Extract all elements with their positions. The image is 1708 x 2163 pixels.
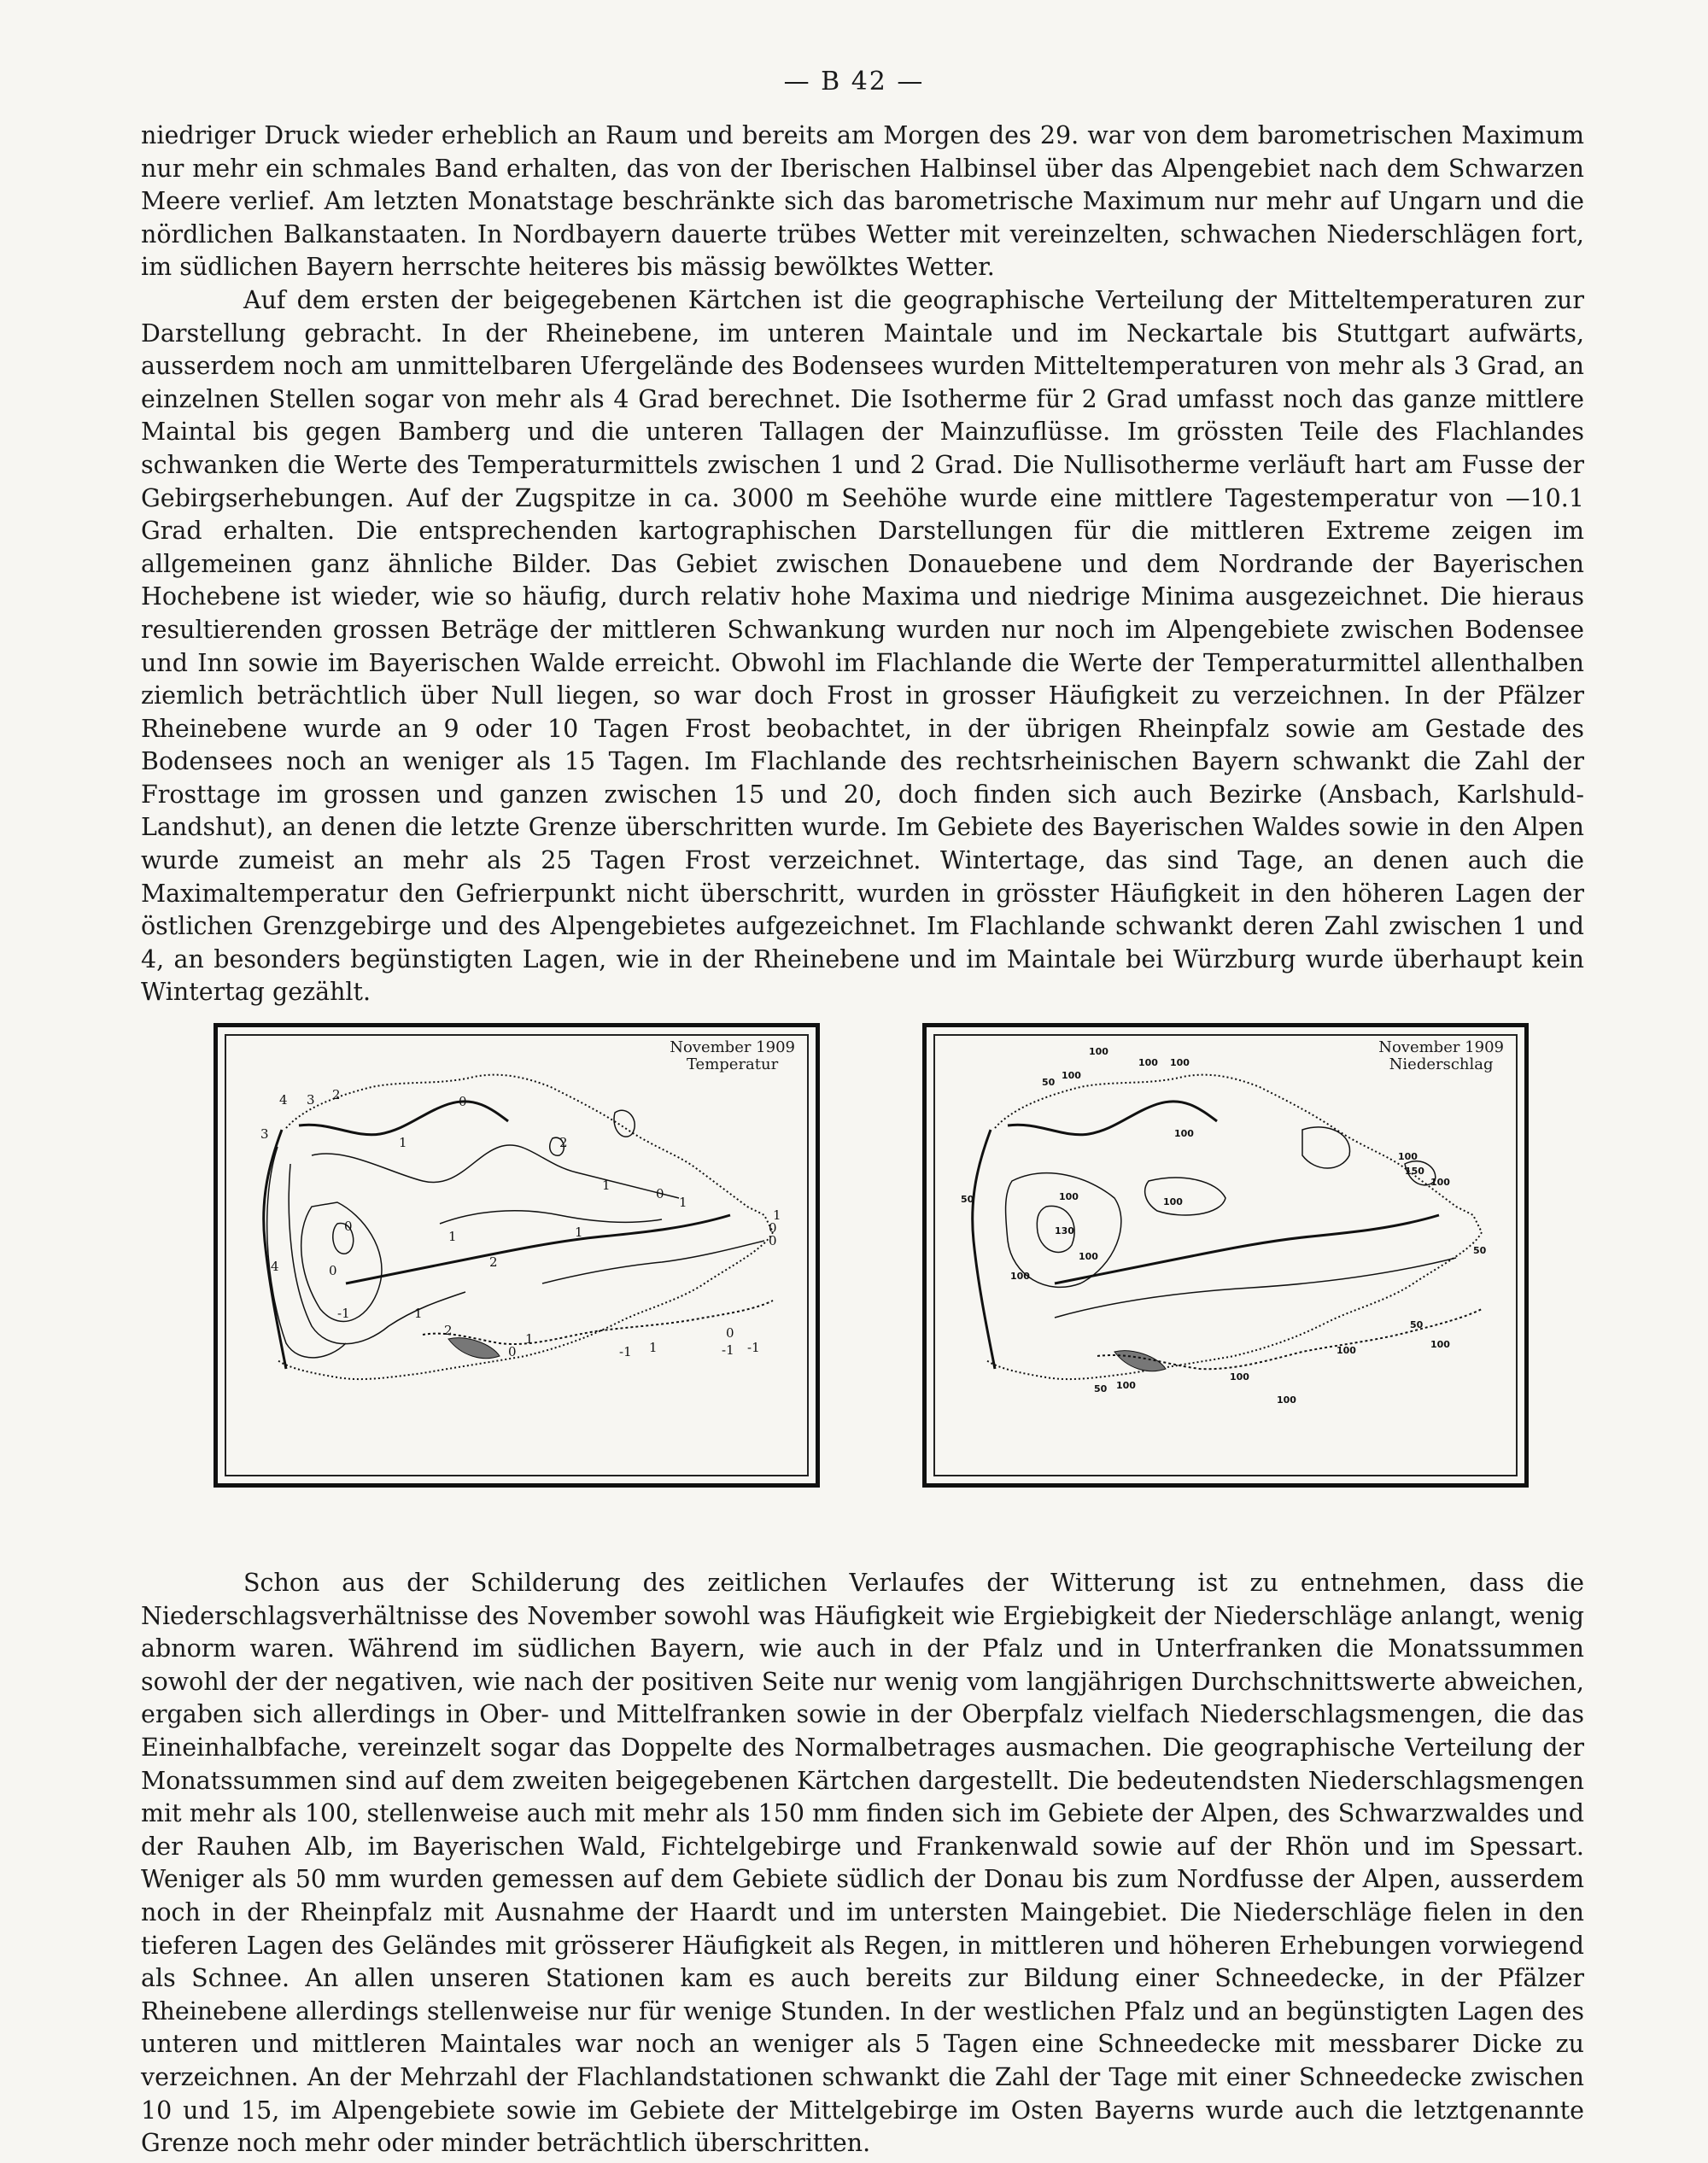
iso-label: 1 [399,1135,407,1150]
iso-label: -1 [619,1344,632,1359]
iso-label: 100 [1138,1057,1158,1068]
map-title-line: November 1909 [670,1038,795,1056]
iso-label: 0 [726,1325,734,1341]
iso-label: 50 [1473,1245,1487,1256]
iso-label: 0 [769,1233,777,1248]
paragraph: niedriger Druck wieder erheblich an Raum und bereits am Morgen des 29. war von dem barometrischen Maximum nur mehr ein schmales Band erhalten, das von der Iberischen Halbinsel über das Alpengebiet nach dem Schwarzen Meere verlief. Am letzten Monatstage beschränkte sich das barometrische Maximum nur mehr auf Ungarn und die nördlichen Balkanstaaten. In Nordbayern dauerte trübes Wetter mit vereinzelten, schwachen Niederschlägen fort, im südlichen Bayern herrschte heiteres bis mässig bewölktes Wetter. [141,121,1584,282]
text-block-bottom [141,1567,1584,2160]
paragraph: Auf dem ersten der beigegebenen Kärtchen ist die geographische Verteilung der Mitteltemperaturen zur Darstellung gebracht. In der Rheinebene, im unteren Maintale und im Neckartale bis Stuttgart aufwärts, ausserdem noch am unmittelbaren Ufergelände des Bodensees wurden Mitteltemperaturen von mehr als 3 Grad, an einzelnen Stellen sogar von mehr als 4 Grad berechnet. Die Isotherme für 2 Grad umfasst noch das ganze mittlere Maintal bis gegen Bamberg und die unteren Tallagen der Mainzuflüsse. Im grössten Teile des Flachlandes schwanken die Werte des Temperaturmittels zwischen 1 und 2 Grad. Die Nullisotherme verläuft hart am Fusse der Gebirgserhebungen. Auf der Zugspitze in ca. 3000 m Seehöhe wurde eine mittlere Tagestemperatur von —10.1 Grad erhalten. Die entsprechenden kartographischen Darstellungen für die mittleren Extreme zeigen im allgemeinen ganz ähnliche Bilder. Das Gebiet zwischen Donauebene und dem Nordrande der Bayerischen Hochebene ist wieder, wie so häufig, durch relativ hohe Maxima und niedrige Minima ausgezeichnet. Die hieraus resultierenden grossen Beträge der mittleren Schwankung wurden nur noch im Alpengebiete zwischen Bodensee und Inn sowie im Bayerischen Walde erreicht. Obwohl im Flachlande die Werte der Temperaturmittel allenthalben ziemlich beträchtlich über Null liegen, so war doch Frost in grosser Häufigkeit zu verzeichnen. In der Pfälzer Rheinebene wurde an 9 oder 10 Tagen Frost beobachtet, in der übrigen Rheinpfalz sowie am Gestade des Bodensees noch an weniger als 15 Tagen. Im Flachlande des rechtsrheinischen Bayern schwankt die Zahl der Frosttage im grossen und ganzen zwischen 15 und 20, doch finden sich auch Bezirke (Ansbach, Karlshuld-Landshut), an denen die letzte Grenze überschritten wurde. Im Gebiete des Bayerischen Waldes sowie in den Alpen wurde zumeist an mehr als 25 Tagen Frost verzeichnet. Wintertage, das sind Tage, an denen auch die Maximaltemperatur den Gefrierpunkt nicht überschritt, wurden in grösster Häufigkeit in den höheren Lagen der östlichen Grenzgebirge und des Alpengebietes aufgezeichnet. Im Flachlande schwankt deren Zahl zwischen 1 und 4, an besonders begünstigten Lagen, wie in der Rheinebene und im Maintale bei Würzburg wurde überhaupt kein Wintertag gezählt. [141,285,1584,1007]
iso-label: 100 [1398,1151,1418,1162]
isotherm-0 [301,1202,382,1321]
map-temperature [214,1023,820,1488]
iso-label: 3 [260,1126,269,1142]
iso-label: 0 [656,1186,664,1201]
iso-label: 2 [559,1135,568,1150]
isotherm-1 [312,1145,679,1198]
iso-label: 3 [307,1092,315,1108]
iso-label: 0 [508,1344,517,1359]
iso-label: 1 [773,1207,781,1223]
iso-label: 100 [1116,1380,1136,1391]
iso-label: -1 [747,1340,760,1355]
iso-label: 0 [344,1219,353,1234]
iso-label: 1 [575,1225,583,1240]
iso-label: 4 [279,1092,288,1108]
temperature-map-drawing [218,1027,816,1483]
iso-label: 100 [1337,1345,1356,1356]
iso-label: 2 [489,1254,498,1270]
iso-label: 130 [1055,1225,1074,1236]
map-subtitle: Temperatur [686,1055,779,1073]
iso-label: 0 [459,1094,467,1109]
iso-label: 1 [649,1340,658,1355]
iso-label: 2 [444,1323,453,1338]
iso-label: 0 [329,1263,337,1278]
iso-label: 4 [271,1259,279,1274]
river-danube [346,1215,730,1283]
iso-label: 100 [1089,1046,1108,1057]
iso-label: 100 [1230,1371,1249,1383]
precipitation-map-drawing [927,1027,1524,1483]
iso-label: 100 [1174,1128,1194,1139]
map-subtitle: Niederschlag [1389,1055,1494,1073]
iso-label: 50 [961,1194,974,1205]
iso-label: 100 [1163,1196,1183,1207]
alpine-border [423,1301,773,1344]
isotherm-0b [542,1241,764,1283]
iso-label: 100 [1062,1070,1081,1081]
iso-label: 100 [1079,1251,1098,1262]
map-title [1378,1039,1504,1073]
iso-label: 1 [525,1331,534,1347]
iso-label: 150 [1405,1166,1424,1177]
map-precipitation [922,1023,1529,1488]
alpine-border [1097,1309,1482,1369]
paragraph: Schon aus der Schilderung des zeitlichen Verlaufes der Witterung ist zu entnehmen, dass die Niederschlagsverhältnisse des November sowohl was Häufigkeit wie Ergiebigkeit der Niederschläge anlangt, wenig abnorm waren. Während im südlichen Bayern, wie auch in der Pfalz und in Unterfranken die Monatssummen sowohl der der negativen, wie nach der positiven Seite nur wenig vom langjährigen Durchschnittswerte abweichen, ergaben sich allerdings in Ober- und Mittelfranken sowie in der Oberpfalz vielfach Niederschlagsmengen, die das Eineinhalbfache, vereinzelt sogar das Doppelte des Normalbetrages ausmachen. Die geographische Verteilung der Monatssummen sind auf dem zweiten beigegebenen Kärtchen dargestellt. Die bedeutendsten Niederschlagsmengen mit mehr als 100, stellenweise auch mit mehr als 150 mm finden sich im Gebiete der Alpen, des Schwarzwaldes und der Rauhen Alb, im Bayerischen Wald, Fichtelgebirge und Frankenwald sowie auf der Rhön und im Spessart. Weniger als 50 mm wurden gemessen auf dem Gebiete südlich der Donau bis zum Nordfusse der Alpen, ausserdem noch in der Rheinpfalz mit Ausnahme der Haardt und im untersten Maingebiet. Die Niederschläge fielen in den tieferen Lagen des Geländes mit grösserer Häufigkeit als Regen, in mittleren und höheren Erhebungen vorwiegend als Schnee. An allen unseren Stationen kam es auch bereits zur Bildung einer Schneedecke, in der Pfälzer Rheinebene allerdings stellenweise nur für wenige Stunden. In der westlichen Pfalz und an begünstigten Lagen des unteren und mittleren Maintales war noch an weniger als 5 Tagen eine Schneedecke mit messbarer Dicke zu verzeichnen. An der Mehrzahl der Flachlandstationen schwankt die Zahl der Tage mit einer Schneedecke zwischen 10 und 15, im Alpengebiete sowie im Gebiete der Mittelgebirge im Osten Bayerns wurde auch die letztgenannte Grenze noch mehr oder minder beträchtlich überschritten. [141,1569,1584,2158]
lake-bodensee [448,1338,500,1359]
river-rhine [973,1130,995,1369]
iso-label: -1 [722,1342,734,1358]
isohyet [1055,1258,1456,1318]
map-title-line: November 1909 [1378,1038,1504,1056]
isohyet [1145,1178,1225,1215]
iso-label: 100 [1170,1057,1190,1068]
lake-bodensee [1114,1351,1166,1371]
iso-label: 100 [1430,1339,1450,1350]
map-title [670,1039,795,1073]
iso-label: 1 [448,1229,457,1244]
iso-label: 50 [1094,1383,1108,1394]
text-block-top [141,120,1584,1009]
isotherm-2 [289,1164,465,1344]
iso-label: 100 [1010,1271,1030,1282]
iso-label: 2 [332,1087,341,1102]
iso-label: 1 [679,1195,687,1210]
iso-label: 1 [414,1306,423,1321]
iso-label: 0 [769,1220,777,1236]
iso-label: -1 [337,1306,350,1321]
closed-isoline [614,1110,635,1137]
iso-label: 1 [602,1178,611,1193]
iso-label: 100 [1277,1394,1296,1406]
page-number: — B 42 — [783,67,925,96]
iso-label: 100 [1059,1191,1079,1202]
iso-label: 100 [1430,1177,1450,1188]
iso-label: 50 [1042,1077,1056,1088]
iso-label: 50 [1410,1319,1424,1330]
isotherm-1b [440,1211,662,1224]
river-main [299,1102,508,1135]
